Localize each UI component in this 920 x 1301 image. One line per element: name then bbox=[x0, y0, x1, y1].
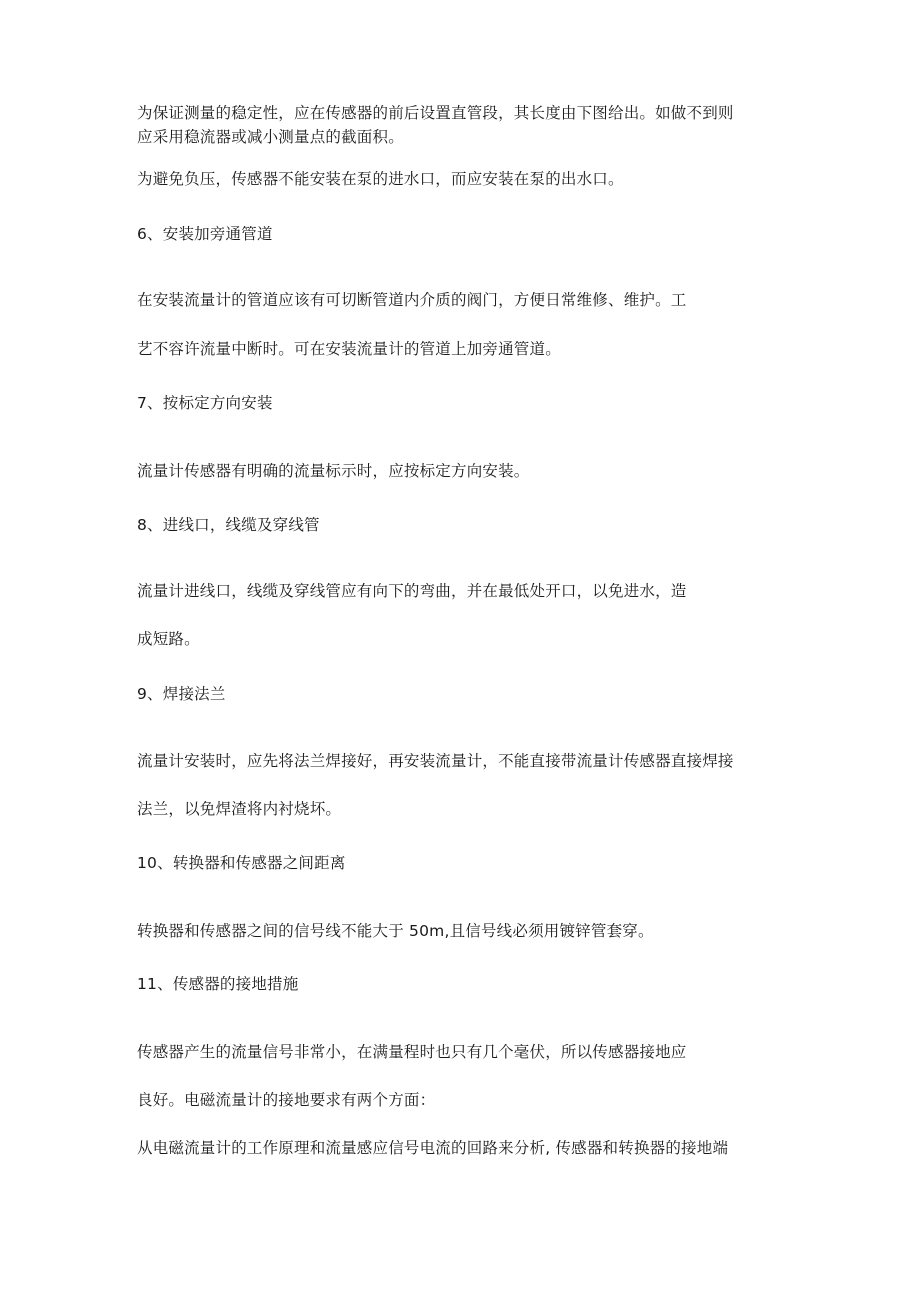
section-heading-10: 10、转换器和传感器之间距离 bbox=[137, 854, 346, 872]
paragraph-line: 应采用稳流器或减小测量点的截面积。 bbox=[137, 128, 404, 146]
paragraph-line: 流量计进线口，线缆及穿线管应有向下的弯曲，并在最低处开口，以免进水，造 bbox=[137, 582, 687, 600]
paragraph-line: 良好。电磁流量计的接地要求有两个方面： bbox=[137, 1091, 436, 1109]
paragraph-line: 艺不容许流量中断时。可在安装流量计的管道上加旁通管道。 bbox=[137, 340, 561, 358]
paragraph-line: 流量计传感器有明确的流量标示时，应按标定方向安装。 bbox=[137, 462, 530, 480]
paragraph-line: 为保证测量的稳定性，应在传感器的前后设置直管段，其长度由下图给出。如做不到则 bbox=[137, 104, 734, 122]
section-heading-6: 6、安装加旁通管道 bbox=[137, 225, 273, 243]
paragraph-line: 在安装流量计的管道应该有可切断管道内介质的阀门，方便日常维修、维护。工 bbox=[137, 291, 687, 309]
paragraph-line: 从电磁流量计的工作原理和流量感应信号电流的回路来分析, 传感器和转换器的接地端 bbox=[137, 1139, 729, 1157]
paragraph-line: 为避免负压，传感器不能安装在泵的进水口，而应安装在泵的出水口。 bbox=[137, 170, 624, 188]
section-heading-11: 11、传感器的接地措施 bbox=[137, 975, 299, 993]
section-heading-8: 8、进线口，线缆及穿线管 bbox=[137, 516, 320, 534]
paragraph-line: 法兰，以免焊渣将内衬烧坏。 bbox=[137, 800, 342, 818]
paragraph-line: 流量计安装时，应先将法兰焊接好，再安装流量计，不能直接带流量计传感器直接焊接 bbox=[137, 752, 734, 770]
section-heading-9: 9、焊接法兰 bbox=[137, 685, 226, 703]
paragraph-line: 成短路。 bbox=[137, 630, 200, 648]
paragraph-line: 传感器产生的流量信号非常小，在满量程时也只有几个毫伏，所以传感器接地应 bbox=[137, 1043, 687, 1061]
section-heading-7: 7、按标定方向安装 bbox=[137, 394, 273, 412]
paragraph-line: 转换器和传感器之间的信号线不能大于 50m,且信号线必须用镀锌管套穿。 bbox=[137, 922, 654, 940]
